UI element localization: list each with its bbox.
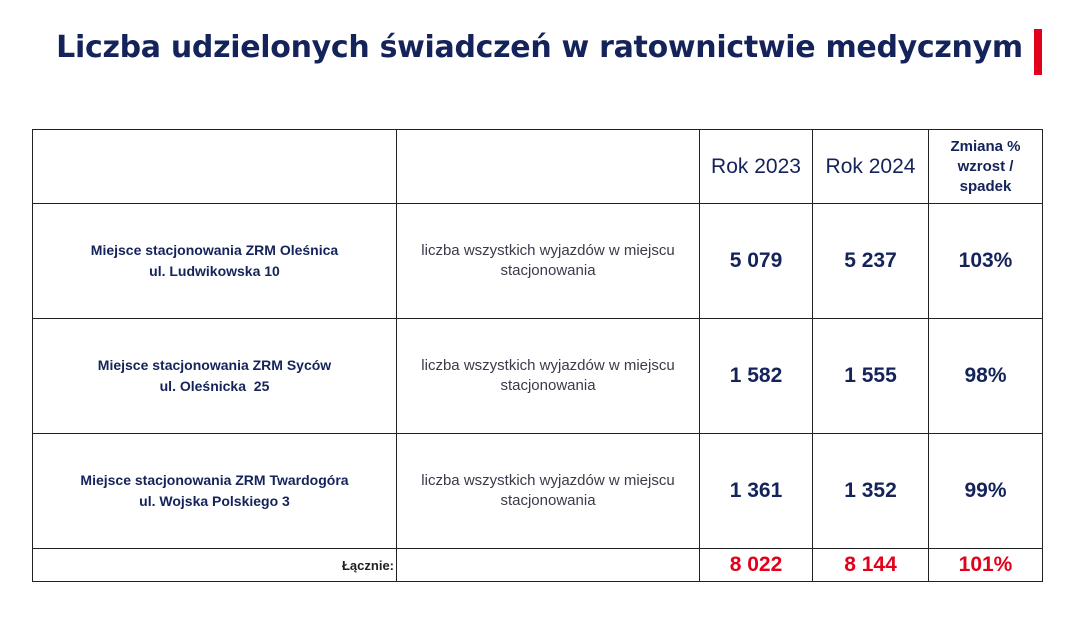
statistics-table — [32, 129, 1043, 582]
value-2024: 1 555 — [813, 319, 929, 434]
value-2023: 5 079 — [700, 204, 813, 319]
accent-bar — [1034, 29, 1042, 75]
header-year-2024: Rok 2024 — [813, 130, 929, 204]
location-address: ul. Wojska Polskiego 3 — [139, 493, 290, 509]
description-cell — [397, 204, 700, 319]
location-name: Miejsce stacjonowania ZRM Oleśnica — [90, 242, 339, 258]
value-2023: 1 361 — [700, 434, 813, 549]
value-2024: 5 237 — [813, 204, 929, 319]
header-empty-description — [397, 130, 700, 204]
location-cell — [33, 434, 397, 549]
header-change-line2: wzrost / — [957, 157, 1014, 175]
description-line1: liczba wszystkich wyjazdów w miejscu — [421, 357, 675, 374]
location-name: Miejsce stacjonowania ZRM Twardogóra — [80, 472, 349, 488]
value-2024: 1 352 — [813, 434, 929, 549]
header-change — [929, 130, 1043, 204]
total-empty-description — [397, 549, 700, 582]
value-change: 98% — [929, 319, 1043, 434]
value-change: 99% — [929, 434, 1043, 549]
value-change: 103% — [929, 204, 1043, 319]
description-line1: liczba wszystkich wyjazdów w miejscu — [421, 472, 675, 489]
total-2024: 8 144 — [813, 549, 929, 582]
description-line2: stacjonowania — [500, 262, 596, 279]
description-cell — [397, 319, 700, 434]
header-change-line1: Zmiana % — [950, 137, 1021, 155]
table-row — [33, 319, 1043, 434]
location-cell — [33, 319, 397, 434]
location-cell — [33, 204, 397, 319]
total-2023: 8 022 — [700, 549, 813, 582]
table-header-row — [33, 130, 1043, 204]
total-label: Łącznie: — [33, 549, 397, 582]
description-line2: stacjonowania — [500, 492, 596, 509]
table-row — [33, 204, 1043, 319]
location-address: ul. Oleśnicka 25 — [159, 378, 270, 394]
header-change-line3: spadek — [959, 177, 1012, 195]
table-row — [33, 434, 1043, 549]
header-empty-location — [33, 130, 397, 204]
description-line1: liczba wszystkich wyjazdów w miejscu — [421, 242, 675, 259]
header-year-2023: Rok 2023 — [700, 130, 813, 204]
total-row — [33, 549, 1043, 582]
value-2023: 1 582 — [700, 319, 813, 434]
location-address: ul. Ludwikowska 10 — [149, 263, 280, 279]
total-change: 101% — [929, 549, 1043, 582]
description-line2: stacjonowania — [500, 377, 596, 394]
description-cell — [397, 434, 700, 549]
page-title: Liczba udzielonych świadczeń w ratownictwie medycznym — [56, 30, 1023, 65]
location-name: Miejsce stacjonowania ZRM Syców — [97, 357, 332, 373]
